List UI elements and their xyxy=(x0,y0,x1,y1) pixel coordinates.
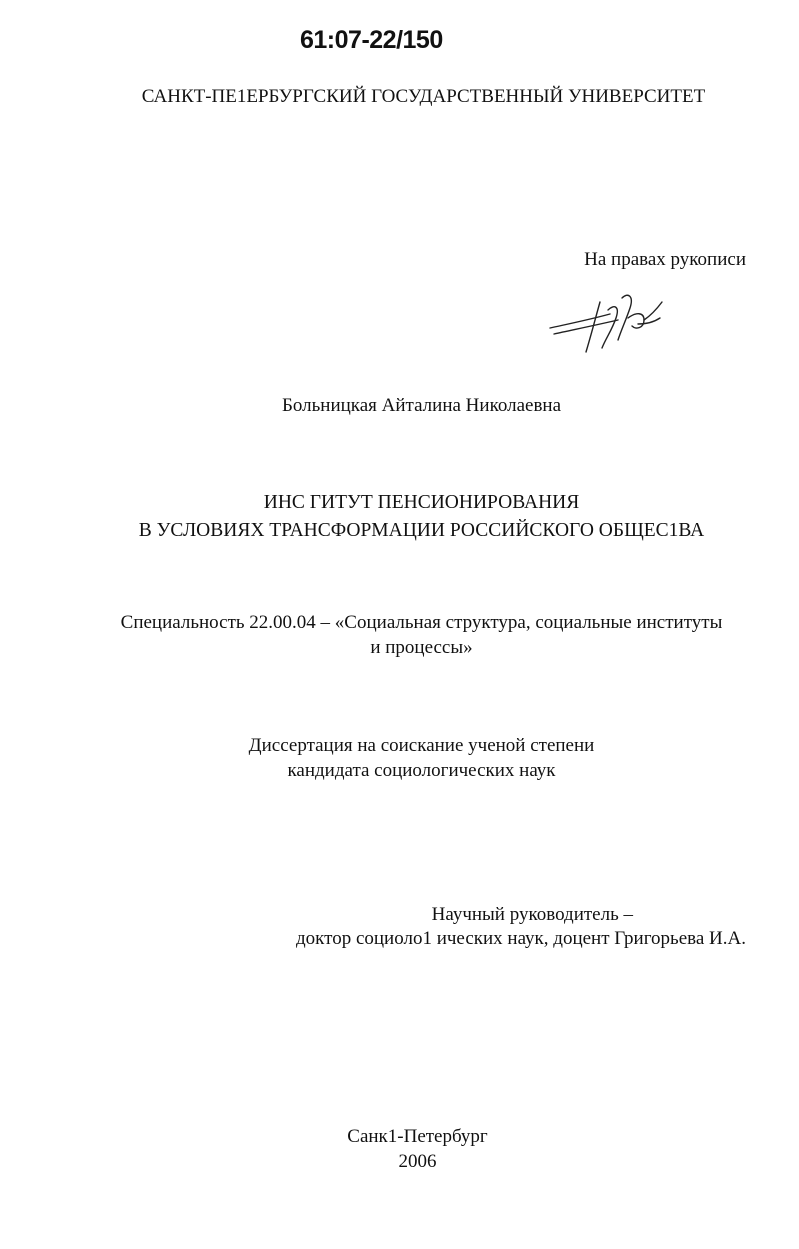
title-line-2: В УСЛОВИЯХ ТРАНСФОРМАЦИИ РОССИЙСКОГО ОБЩЕС1ВА xyxy=(138,520,705,541)
advisor-line-2: доктор социоло1 ических наук, доцент Григорьева И.А. xyxy=(296,928,746,949)
specialty-line-1: Специальность 22.00.04 – «Социальная структура, социальные институты xyxy=(120,612,723,633)
year: 2006 xyxy=(398,1151,437,1172)
city: Санк1-Петербург xyxy=(347,1126,488,1147)
degree-line-1: Диссертация на соискание ученой степени xyxy=(248,735,595,756)
dissertation-title xyxy=(0,489,799,545)
manuscript-rights-note: На правах рукописи xyxy=(584,249,746,270)
author-signature xyxy=(548,288,668,360)
degree-statement xyxy=(0,733,799,783)
title-line-1: ИНС ГИТУТ ПЕНСИОНИРОВАНИЯ xyxy=(263,492,580,513)
degree-line-2: кандидата социологических наук xyxy=(287,760,556,781)
scientific-advisor xyxy=(296,903,746,951)
specialty-line-2: и процессы» xyxy=(370,637,473,658)
advisor-line-1: Научный руководитель – xyxy=(431,904,633,925)
university-name: САНКТ-ПЕ1ЕРБУРГСКИЙ ГОСУДАРСТВЕННЫЙ УНИВЕРСИТЕТ xyxy=(141,86,706,107)
author-name: Больницкая Айталина Николаевна xyxy=(281,395,562,416)
catalog-number: 61:07-22/150 xyxy=(300,26,443,54)
place-and-year xyxy=(0,1124,799,1174)
specialty xyxy=(0,610,799,660)
